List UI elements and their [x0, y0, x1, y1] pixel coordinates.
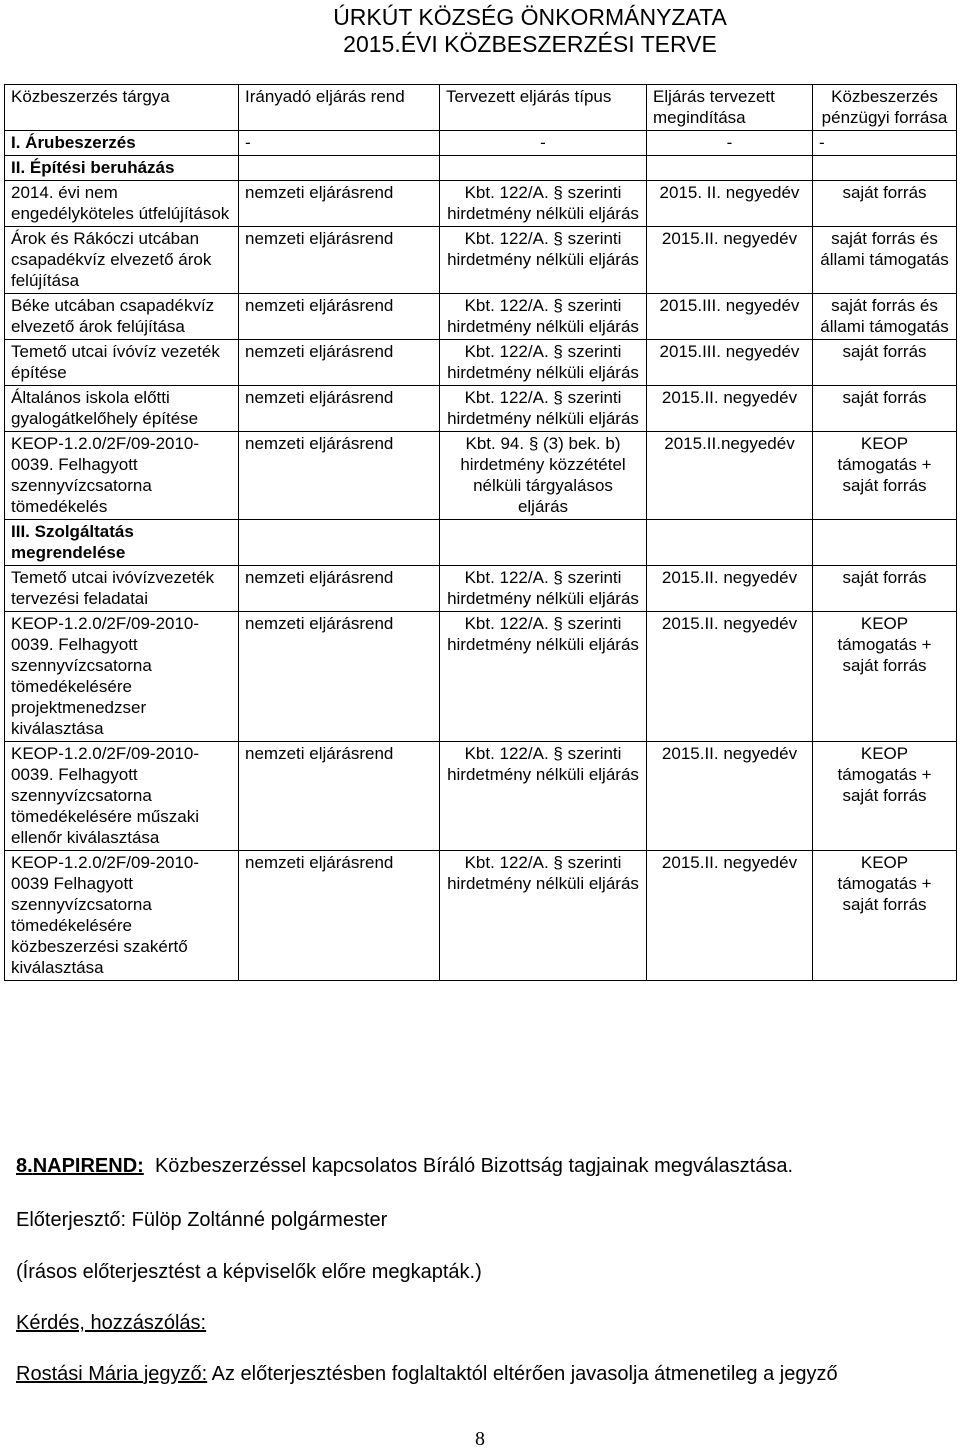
funding-source-cell: saját forrás — [813, 340, 957, 386]
procedure-regime-cell: nemzeti eljárásrend — [239, 612, 440, 742]
header-title-municipality: ÚRKÚT KÖZSÉG ÖNKORMÁNYZATA — [333, 4, 727, 30]
subject-cell: Temető utcai ívóvíz vezeték építése — [5, 340, 239, 386]
section-row-arubeszerzes — [5, 131, 957, 156]
header-title-plan: 2015.ÉVI KÖZBESZERZÉSI TERVE — [343, 31, 717, 57]
section-label: I. Árubeszerzés — [5, 131, 239, 156]
procedure-regime-cell: nemzeti eljárásrend — [239, 181, 440, 227]
agenda-label: NAPIREND: — [32, 1155, 144, 1177]
service-rows — [5, 566, 957, 981]
section-label: II. Építési beruházás — [5, 156, 239, 181]
table-cell: - — [813, 131, 957, 156]
procedure-type-cell: Kbt. 122/A. § szerinti hirdetmény nélküli eljárás — [440, 181, 647, 227]
procedure-regime-cell: nemzeti eljárásrend — [239, 340, 440, 386]
table-header-row — [5, 85, 957, 131]
funding-source-cell: KEOP támogatás + saját forrás — [813, 612, 957, 742]
speaker-text: Az előterjesztésben foglaltaktól eltérően javasolja átmenetileg a jegyző — [207, 1363, 838, 1385]
start-date-cell: 2015.II. negyedév — [647, 227, 813, 294]
subject-cell: KEOP-1.2.0/2F/09-2010-0039 Felhagyott szennyvízcsatorna tömedékelésére közbeszerzési szakértő kiválasztása — [5, 851, 239, 981]
page-number: 8 — [475, 1428, 485, 1450]
subject-cell: KEOP-1.2.0/2F/09-2010-0039. Felhagyott szennyvízcsatorna tömedékelésére műszaki ellenőr kiválasztása — [5, 742, 239, 851]
table-row — [5, 566, 957, 612]
procedure-type-cell: Kbt. 94. § (3) bek. b) hirdetmény közzététel nélküli tárgyalásos eljárás — [440, 432, 647, 520]
procurement-plan-table — [4, 84, 957, 981]
procedure-regime-cell: nemzeti eljárásrend — [239, 294, 440, 340]
procedure-type-cell: Kbt. 122/A. § szerinti hirdetmény nélküli eljárás — [440, 742, 647, 851]
column-header: Közbeszerzés pénzügyi forrása — [813, 85, 957, 131]
table-row — [5, 181, 957, 227]
funding-source-cell: saját forrás és állami támogatás — [813, 294, 957, 340]
table-row — [5, 432, 957, 520]
column-header: Irányadó eljárás rend — [239, 85, 440, 131]
table-cell — [440, 156, 647, 181]
start-date-cell: 2015. II. negyedév — [647, 181, 813, 227]
table-row — [5, 742, 957, 851]
start-date-cell: 2015.II. negyedév — [647, 566, 813, 612]
section-row-szolgaltatas — [5, 520, 957, 566]
table-cell — [647, 156, 813, 181]
agenda-line — [16, 1154, 946, 1178]
procedure-regime-cell: nemzeti eljárásrend — [239, 851, 440, 981]
table-cell: - — [647, 131, 813, 156]
table-cell — [647, 520, 813, 566]
start-date-cell: 2015.III. negyedév — [647, 340, 813, 386]
table-row — [5, 386, 957, 432]
table-row — [5, 294, 957, 340]
procedure-type-cell: Kbt. 122/A. § szerinti hirdetmény nélküli eljárás — [440, 294, 647, 340]
column-header: Közbeszerzés tárgya — [5, 85, 239, 131]
procedure-type-cell: Kbt. 122/A. § szerinti hirdetmény nélküli eljárás — [440, 386, 647, 432]
subject-cell: Béke utcában csapadékvíz elvezető árok felújítása — [5, 294, 239, 340]
funding-source-cell: saját forrás és állami támogatás — [813, 227, 957, 294]
table-row — [5, 612, 957, 742]
construction-rows — [5, 181, 957, 520]
column-header: Eljárás tervezett megindítása — [647, 85, 813, 131]
table-cell — [813, 156, 957, 181]
agenda-number: 8. — [16, 1155, 33, 1177]
table-cell: - — [239, 131, 440, 156]
funding-source-cell: saját forrás — [813, 181, 957, 227]
table-cell — [239, 520, 440, 566]
procedure-type-cell: Kbt. 122/A. § szerinti hirdetmény nélküli eljárás — [440, 340, 647, 386]
note-line: (Írásos előterjesztést a képviselők előre megkapták.) — [16, 1261, 482, 1283]
table-cell — [239, 156, 440, 181]
table-row — [5, 851, 957, 981]
section-label: III. Szolgáltatás megrendelése — [5, 520, 239, 566]
start-date-cell: 2015.II.negyedév — [647, 432, 813, 520]
start-date-cell: 2015.III. negyedév — [647, 294, 813, 340]
section-row-epitesi-beruhazas — [5, 156, 957, 181]
funding-source-cell: KEOP támogatás + saját forrás — [813, 851, 957, 981]
questions-heading: Kérdés, hozzászólás: — [16, 1312, 207, 1334]
procedure-regime-cell: nemzeti eljárásrend — [239, 386, 440, 432]
subject-cell: Árok és Rákóczi utcában csapadékvíz elvezető árok felújítása — [5, 227, 239, 294]
speaker-name: Rostási Mária jegyző: — [16, 1363, 208, 1385]
subject-cell: 2014. évi nem engedélyköteles útfelújítások — [5, 181, 239, 227]
table-cell: - — [440, 131, 647, 156]
subject-cell: KEOP-1.2.0/2F/09-2010-0039. Felhagyott szennyvízcsatorna tömedékelés — [5, 432, 239, 520]
procedure-regime-cell: nemzeti eljárásrend — [239, 742, 440, 851]
start-date-cell: 2015.II. negyedév — [647, 386, 813, 432]
procedure-type-cell: Kbt. 122/A. § szerinti hirdetmény nélküli eljárás — [440, 851, 647, 981]
speaker-line — [16, 1362, 946, 1386]
table-row — [5, 340, 957, 386]
funding-source-cell: KEOP támogatás + saját forrás — [813, 432, 957, 520]
table-row — [5, 227, 957, 294]
procedure-type-cell: Kbt. 122/A. § szerinti hirdetmény nélküli eljárás — [440, 227, 647, 294]
procedure-regime-cell: nemzeti eljárásrend — [239, 432, 440, 520]
document-header — [180, 4, 880, 58]
start-date-cell: 2015.II. negyedév — [647, 742, 813, 851]
funding-source-cell: KEOP támogatás + saját forrás — [813, 742, 957, 851]
start-date-cell: 2015.II. negyedév — [647, 612, 813, 742]
procedure-regime-cell: nemzeti eljárásrend — [239, 566, 440, 612]
subject-cell: KEOP-1.2.0/2F/09-2010-0039. Felhagyott szennyvízcsatorna tömedékelésére projektmenedzser kiválasztása — [5, 612, 239, 742]
funding-source-cell: saját forrás — [813, 566, 957, 612]
subject-cell: Temető utcai ivóvízvezeték tervezési feladatai — [5, 566, 239, 612]
column-header: Tervezett eljárás típus — [440, 85, 647, 131]
funding-source-cell: saját forrás — [813, 386, 957, 432]
presenter-line: Előterjesztő: Fülöp Zoltánné polgármester — [16, 1209, 388, 1231]
start-date-cell: 2015.II. negyedév — [647, 851, 813, 981]
procedure-type-cell: Kbt. 122/A. § szerinti hirdetmény nélküli eljárás — [440, 566, 647, 612]
procedure-type-cell: Kbt. 122/A. § szerinti hirdetmény nélküli eljárás — [440, 612, 647, 742]
procedure-regime-cell: nemzeti eljárásrend — [239, 227, 440, 294]
subject-cell: Általános iskola előtti gyalogátkelőhely építése — [5, 386, 239, 432]
table-cell — [440, 520, 647, 566]
table-cell — [813, 520, 957, 566]
agenda-title: Közbeszerzéssel kapcsolatos Bíráló Bizottság tagjainak megválasztása. — [154, 1155, 794, 1177]
